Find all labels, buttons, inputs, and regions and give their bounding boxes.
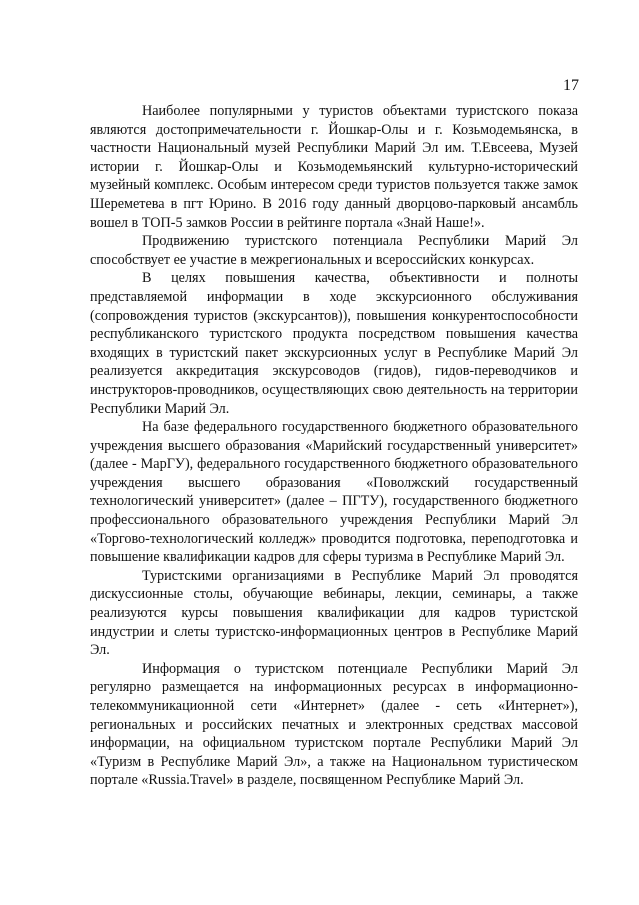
paragraph-information-distribution: Информация о туристском потенциале Республики Марий Эл регулярно размещается на информационных ресурсах в информационно-телекоммуникационной сети «Интернет» (далее - сеть «Интернет»), региональных и российских печатных и электронных средствах массовой информации, на официальном туристском портале Республики Марий Эл «Туризм в Республике Марий Эл», а также на Национальном туристическом портале «Russia.Travel» в разделе, посвященном Республике Марий Эл. (90, 660, 578, 789)
page-number: 17 (563, 77, 579, 94)
paragraph-promotion-contests: Продвижению туристского потенциала Республики Марий Эл способствует ее участие в межрегиональных и всероссийских конкурсах. (90, 233, 578, 268)
document-body (90, 102, 578, 790)
paragraph-personnel-training: На базе федерального государственного бюджетного образовательного учреждения высшего образования «Марийский государственный университет» (далее - МарГУ), федерального государственного бюджетного образовательного учреждения высшего образования «Поволжский государственный технологический университет» (далее – ПГТУ), государственного бюджетного профессионального образовательного учреждения Республики Марий Эл «Торгово-технологический колледж» проводится подготовка, переподготовка и повышение квалификации кадров для сферы туризма в Республике Марий Эл. (90, 419, 578, 566)
paragraph-tourism-events: Туристскими организациями в Республике Марий Эл проводятся дискуссионные столы, обучающие вебинары, лекции, семинары, а также реализуются курсы повышения квалификации для кадров туристской индустрии и слеты туристско-информационных центров в Республике Марий Эл. (90, 567, 578, 659)
paragraph-guide-accreditation: В целях повышения качества, объективности и полноты представляемой информации в ходе экскурсионного обслуживания (сопровождения туристов (экскурсантов)), повышения конкурентоспособности республиканского туристского продукта посредством повышения качества входящих в туристский пакет экскурсионных услуг в Республике Марий Эл реализуется аккредитация экскурсоводов (гидов), гидов-переводчиков и инструкторов-проводников, осуществляющих свою деятельность на территории Республики Марий Эл. (90, 270, 578, 417)
paragraph-popular-sights: Наиболее популярными у туристов объектами туристского показа являются достопримечательности г. Йошкар-Олы и г. Козьмодемьянска, в частности Национальный музей Республики Марий Эл им. Т.Евсеева, Музей истории г. Йошкар-Олы и Козьмодемьянский культурно-исторический музейный комплекс. Особым интересом среди туристов пользуется также замок Шереметева в пгт Юрино. В 2016 году данный дворцово-парковый ансамбль вошел в ТОП-5 замков России в рейтинге портала «Знай Наше!». (90, 103, 578, 231)
